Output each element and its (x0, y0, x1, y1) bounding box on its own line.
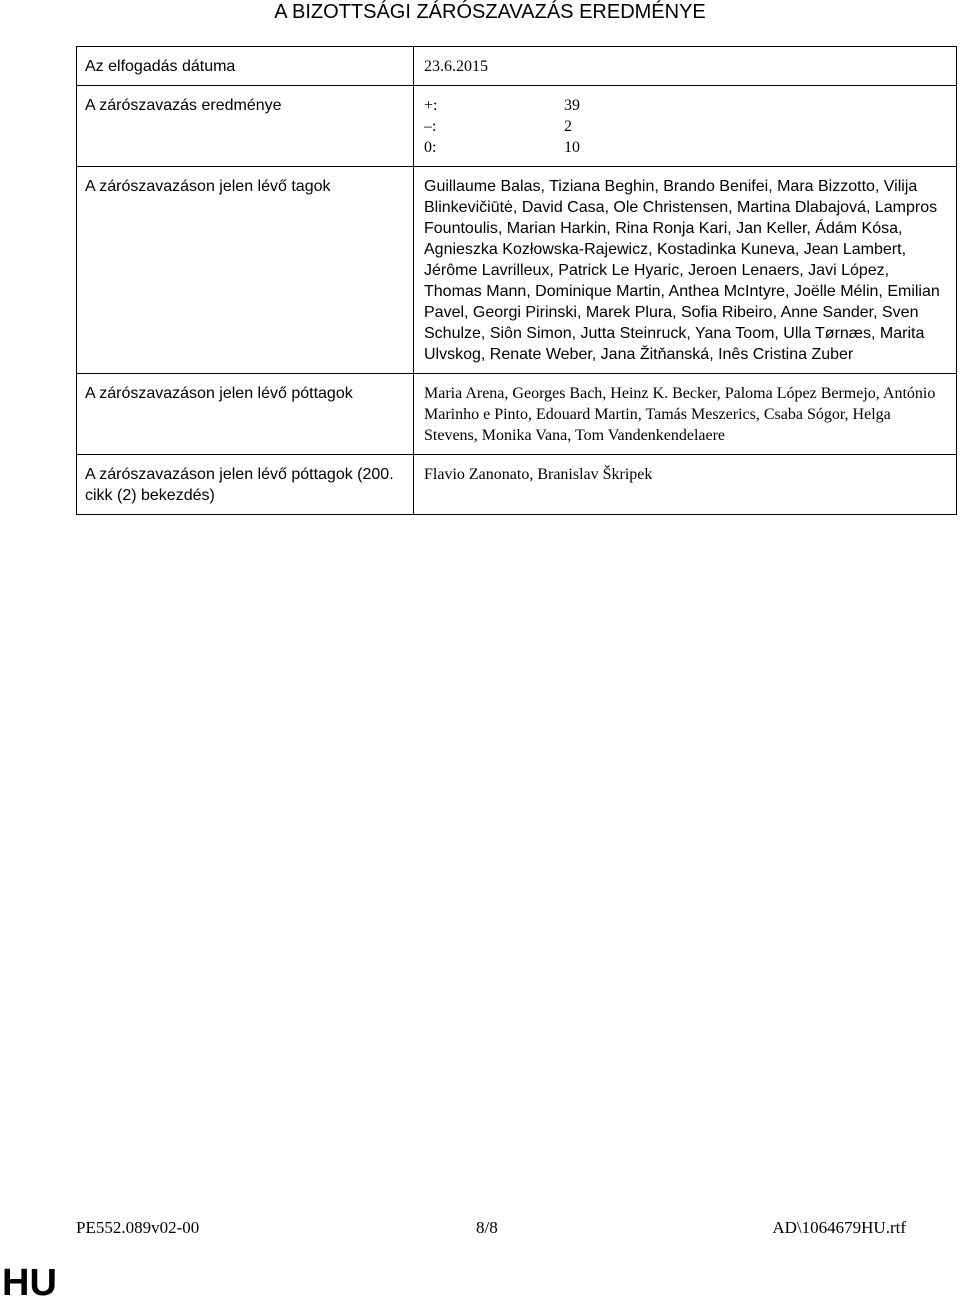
tally-abstain-count: 10 (564, 139, 580, 156)
tally-for (424, 95, 946, 116)
language-code: HU (2, 1262, 57, 1304)
adoption-date-row (77, 47, 957, 86)
tally-against-sign: –: (424, 118, 437, 135)
substitutes-200-row (77, 455, 957, 515)
vote-result-row (77, 86, 957, 167)
page-number: 8/8 (476, 1218, 498, 1237)
vote-result-tally (414, 86, 957, 167)
members-present-list: Guillaume Balas, Tiziana Beghin, Brando Benifei, Mara Bizzotto, Vilija Blinkevičiūtė, David Casa, Ole Christensen, Martina Dlabajová, Lampros Fountoulis, Marian Harkin, Rina Ronja Kari, Jan Keller, Ádám Kósa, Agnieszka Kozłowska-Rajewicz, Kostadinka Kuneva, Jean Lambert, Jérôme Lavrilleux, Patrick Le Hyaric, Jeroen Lenaers, Javi López, Thomas Mann, Dominique Martin, Anthea McIntyre, Joëlle Mélin, Emilian Pavel, Georgi Pirinski, Marek Plura, Sofia Ribeiro, Anne Sander, Sven Schulze, Siôn Simon, Jutta Steinruck, Yana Toom, Ulla Tørnæs, Marita Ulvskog, Renate Weber, Jana Žitňanská, Inês Cristina Zuber (414, 167, 957, 374)
tally-against-count: 2 (564, 118, 572, 135)
document-reference: PE552.089v02-00 (76, 1218, 200, 1237)
members-present-row (77, 167, 957, 374)
final-vote-table (76, 46, 957, 515)
adoption-date-label: Az elfogadás dátuma (77, 47, 414, 86)
substitutes-present-list: Maria Arena, Georges Bach, Heinz K. Becker, Paloma López Bermejo, António Marinho e Pinto, Edouard Martin, Tamás Meszerics, Csaba Sógor, Helga Stevens, Monika Vana, Tom Vandenkendelaere (414, 374, 957, 455)
tally-abstain-sign: 0: (424, 139, 437, 156)
substitutes-200-list: Flavio Zanonato, Branislav Škripek (414, 455, 957, 515)
tally-for-count: 39 (564, 97, 580, 114)
vote-result-label: A zárószavazás eredménye (77, 86, 414, 167)
substitutes-200-label: A zárószavazáson jelen lévő póttagok (200. cikk (2) bekezdés) (77, 455, 414, 515)
tally-against (424, 116, 946, 137)
substitutes-present-label: A zárószavazáson jelen lévő póttagok (77, 374, 414, 455)
members-present-label: A zárószavazáson jelen lévő tagok (77, 167, 414, 374)
page-footer (76, 1218, 906, 1240)
document-title: A BIZOTTSÁGI ZÁRÓSZAVAZÁS EREDMÉNYE (274, 1, 706, 23)
tally-for-sign: +: (424, 97, 438, 114)
file-name: AD\1064679HU.rtf (772, 1218, 906, 1237)
substitutes-present-row (77, 374, 957, 455)
adoption-date-value: 23.6.2015 (414, 47, 957, 86)
tally-abstain (424, 137, 946, 158)
